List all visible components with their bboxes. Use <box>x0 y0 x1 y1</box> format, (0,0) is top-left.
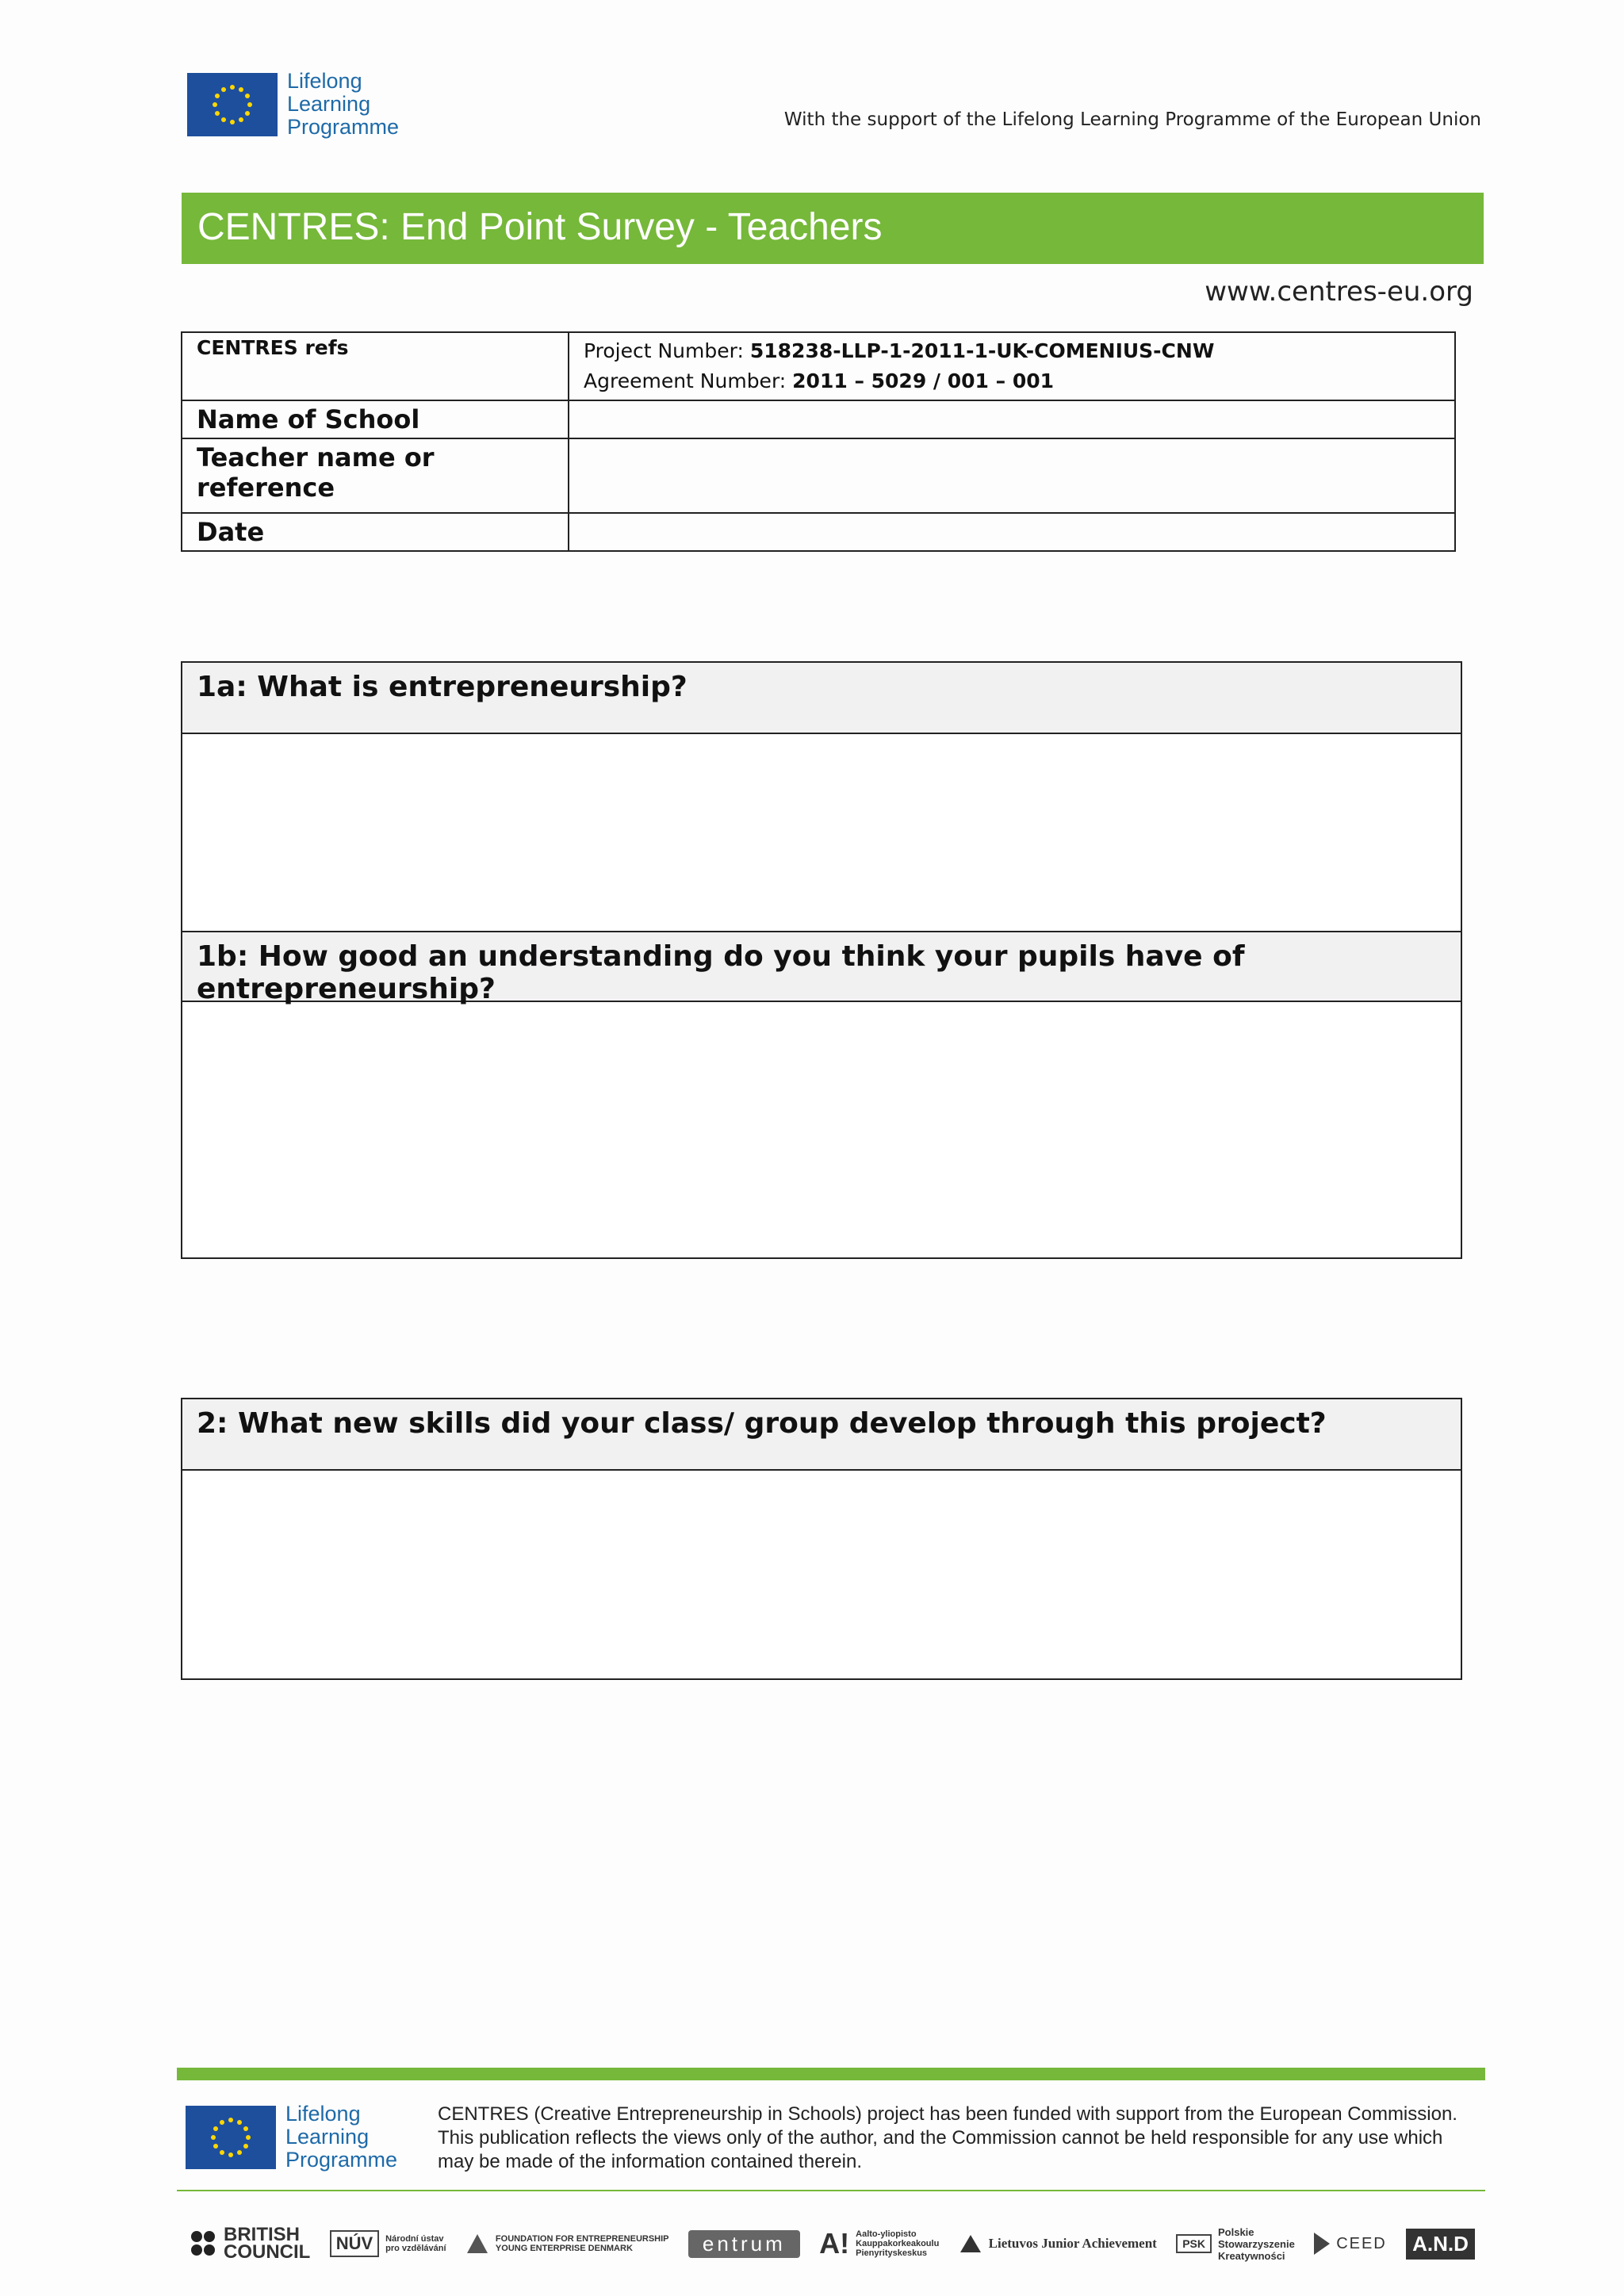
refs-label: CENTRES refs <box>182 332 569 400</box>
eu-flag-icon <box>187 73 278 136</box>
footer-llp-logo <box>186 2103 416 2174</box>
aalto-line-2: Kauppakorkeakoulu <box>856 2239 940 2248</box>
psk-line-2: Stowarzyszenie <box>1218 2237 1295 2250</box>
llp-logo <box>187 70 417 141</box>
footer-llp-wordmark <box>285 2103 397 2172</box>
british-council-line-2: COUNCIL <box>224 2241 311 2263</box>
nuv-logo <box>330 2230 446 2257</box>
support-text: With the support of the Lifelong Learning Programme of the European Union <box>783 109 1481 130</box>
llp-wordmark <box>287 70 399 139</box>
teacher-field[interactable] <box>569 438 1455 513</box>
ffe-line-1: FOUNDATION FOR ENTREPRENEURSHIP <box>495 2234 669 2244</box>
question-1-box <box>181 661 1462 1259</box>
and-logo <box>1406 2229 1475 2260</box>
date-field[interactable] <box>569 513 1455 551</box>
logo-line-3: Programme <box>287 115 400 139</box>
aalto-line-3: Pienyrityskeskus <box>856 2248 928 2258</box>
question-1a-heading: 1a: What is entrepreneurship? <box>182 663 1461 734</box>
school-field[interactable] <box>569 400 1455 438</box>
british-council-logo <box>190 2226 310 2261</box>
nuv-line-2: pro vzdělávání <box>385 2244 446 2253</box>
psk-line-3: Kreatywności <box>1218 2249 1285 2262</box>
question-2-answer-area[interactable] <box>182 1471 1461 1678</box>
school-label: Name of School <box>182 400 569 438</box>
question-2-box <box>181 1398 1462 1680</box>
ceed-logo <box>1314 2233 1387 2255</box>
school-row <box>182 400 1455 438</box>
lja-logo <box>959 2233 1157 2254</box>
ceed-text: CEED <box>1336 2234 1387 2252</box>
nuv-mark-icon: NÚV <box>330 2230 379 2257</box>
project-number <box>584 336 1440 366</box>
project-number-value: 518238-LLP-1-2011-1-UK-COMENIUS-CNW <box>749 339 1215 362</box>
question-1a-answer-area[interactable] <box>182 734 1461 931</box>
refs-row <box>182 332 1455 400</box>
refs-table <box>181 331 1456 552</box>
and-text: A.N.D <box>1406 2229 1475 2260</box>
disclaimer-line-2: This publication reflects the views only of the author, and the Commission cannot be held responsible for any use which <box>438 2127 1443 2149</box>
ffe-triangle-icon <box>465 2233 489 2255</box>
lja-triangle-icon <box>959 2233 982 2254</box>
page-title: CENTRES: End Point Survey - Teachers <box>197 206 883 248</box>
british-council-dots-icon <box>190 2230 217 2257</box>
agreement-number-value: 2011 – 5029 / 001 – 001 <box>792 369 1055 392</box>
british-council-line-1: BRITISH <box>224 2224 300 2245</box>
refs-value-cell <box>569 332 1455 400</box>
footer-logo-line-1: Lifelong <box>285 2102 361 2126</box>
psk-logo <box>1176 2226 1295 2262</box>
footer-bar <box>177 2068 1485 2080</box>
ffe-line-2: YOUNG ENTERPRISE DENMARK <box>495 2244 633 2253</box>
agreement-number-label: Agreement Number: <box>584 369 787 392</box>
footer-logo-line-2: Learning <box>285 2125 370 2149</box>
psk-mark-icon: PSK <box>1176 2234 1212 2253</box>
teacher-row <box>182 438 1455 513</box>
question-2-heading: 2: What new skills did your class/ group develop through this project? <box>182 1399 1461 1471</box>
teacher-label: Teacher name or reference <box>182 438 569 513</box>
ceed-chevron-icon <box>1314 2233 1330 2255</box>
aalto-mark-icon: A! <box>819 2227 850 2260</box>
footer-rule <box>177 2190 1485 2191</box>
nuv-line-1: Národní ústav <box>385 2234 444 2244</box>
agreement-number <box>584 366 1440 396</box>
date-row <box>182 513 1455 551</box>
aalto-line-1: Aalto-yliopisto <box>856 2229 917 2239</box>
psk-line-1: Polskie <box>1218 2225 1254 2238</box>
logo-line-2: Learning <box>287 92 371 116</box>
disclaimer-line-3: may be made of the information contained therein. <box>438 2151 862 2172</box>
date-label: Date <box>182 513 569 551</box>
eu-flag-icon <box>186 2106 276 2169</box>
footer-logo-line-3: Programme <box>285 2148 398 2172</box>
title-bar <box>182 193 1484 264</box>
question-1b-answer-area[interactable] <box>182 1002 1461 1257</box>
lja-text: Lietuvos Junior Achievement <box>988 2236 1157 2251</box>
partner-logos <box>190 2216 1475 2271</box>
project-number-label: Project Number: <box>584 339 744 362</box>
entrum-logo <box>688 2230 800 2258</box>
ffe-logo <box>465 2233 669 2255</box>
website-url: www.centres-eu.org <box>1205 276 1473 308</box>
disclaimer-line-1: CENTRES (Creative Entrepreneurship in Schools) project has been funded with support from the European Commission. <box>438 2103 1457 2125</box>
entrum-text: entrum <box>688 2230 800 2258</box>
disclaimer <box>438 2103 1469 2174</box>
question-1b-heading: 1b: How good an understanding do you think your pupils have of entrepreneurship? <box>182 931 1461 1002</box>
aalto-logo <box>819 2227 939 2260</box>
logo-line-1: Lifelong <box>287 69 362 93</box>
